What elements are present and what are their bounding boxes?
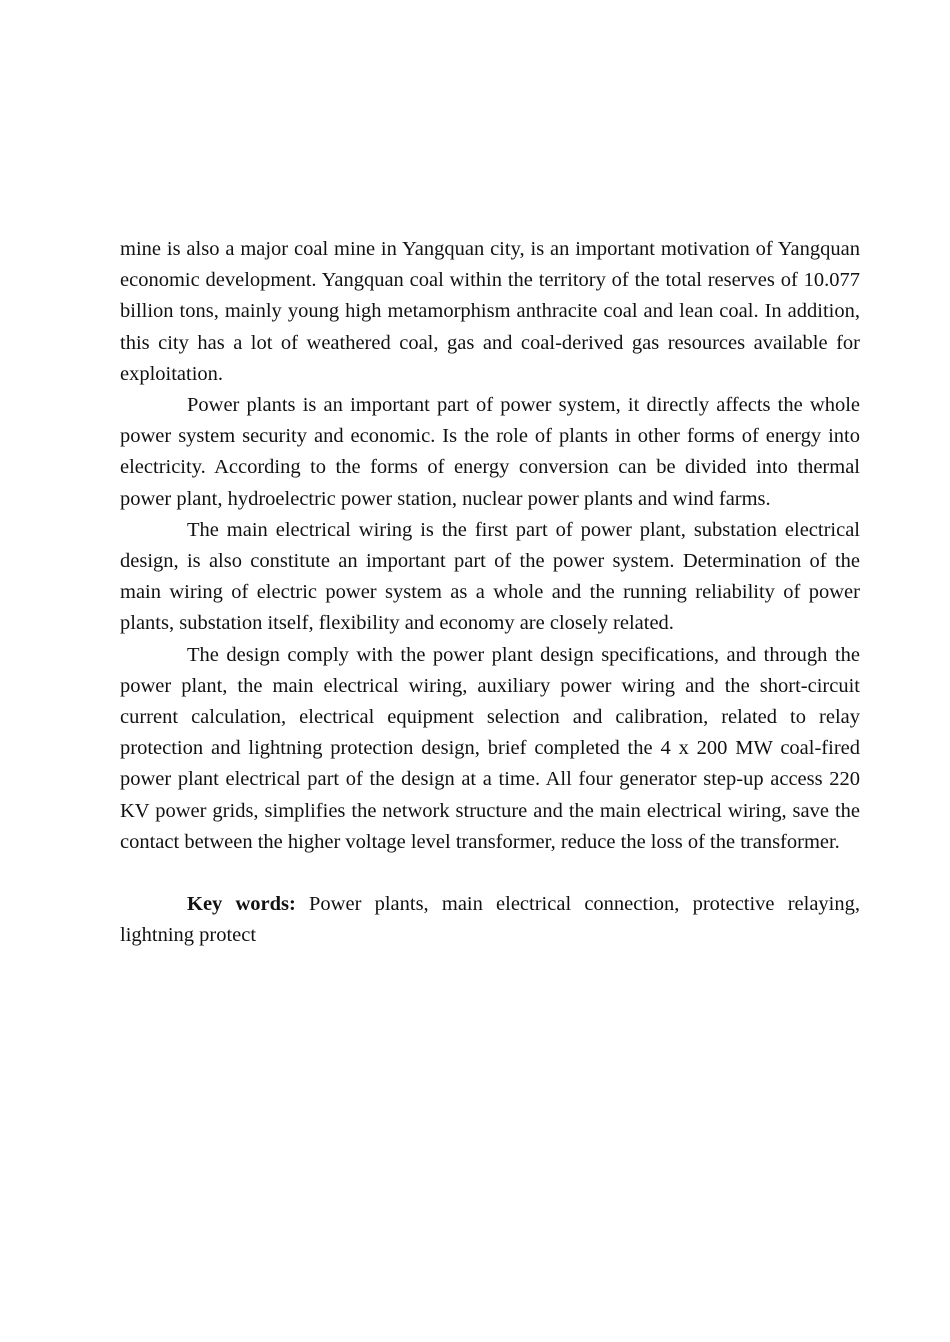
keywords-text: Power plants, main electrical connection, protective relaying, lightning protect: [120, 893, 861, 947]
keywords-label: Key words:: [187, 893, 296, 916]
keywords-line: [120, 889, 860, 951]
abstract-body: [120, 234, 860, 952]
paragraph-spacer: [120, 858, 860, 889]
paragraph-power-plants: Power plants is an important part of power system, it directly affects the whole power system security and economic. Is the role of plants in other forms of energy into electricity. According to the forms of energy conversion can be divided into thermal power plant, hydroelectric power station, nuclear power plants and wind farms.: [120, 394, 860, 510]
paragraph-coal-resources: mine is also a major coal mine in Yangquan city, is an important motivation of Yangquan economic development. Yangquan coal within the territory of the total reserves of 10.077 billion tons, mainly young high metamorphism anthracite coal and lean coal. In addition, this city has a lot of weathered coal, gas and coal-derived gas resources available for exploitation.: [120, 238, 860, 385]
paragraph-design-summary: The design comply with the power plant design specifications, and through the power plant, the main electrical wiring, auxiliary power wiring and the short-circuit current calculation, electrical equipment selection and calibration, related to relay protection and lightning protection design, brief completed the 4 x 200 MW coal-fired power plant electrical part of the design at a time. All four generator step-up access 220 KV power grids, simplifies the network structure and the main electrical wiring, save the contact between the higher voltage level transformer, reduce the loss of the transformer.: [120, 643, 860, 853]
paragraph-main-wiring: The main electrical wiring is the first part of power plant, substation electrical design, is also constitute an important part of the power system. Determination of the main wiring of electric power system as a whole and the running reliability of power plants, substation itself, flexibility and economy are closely related.: [120, 518, 860, 635]
